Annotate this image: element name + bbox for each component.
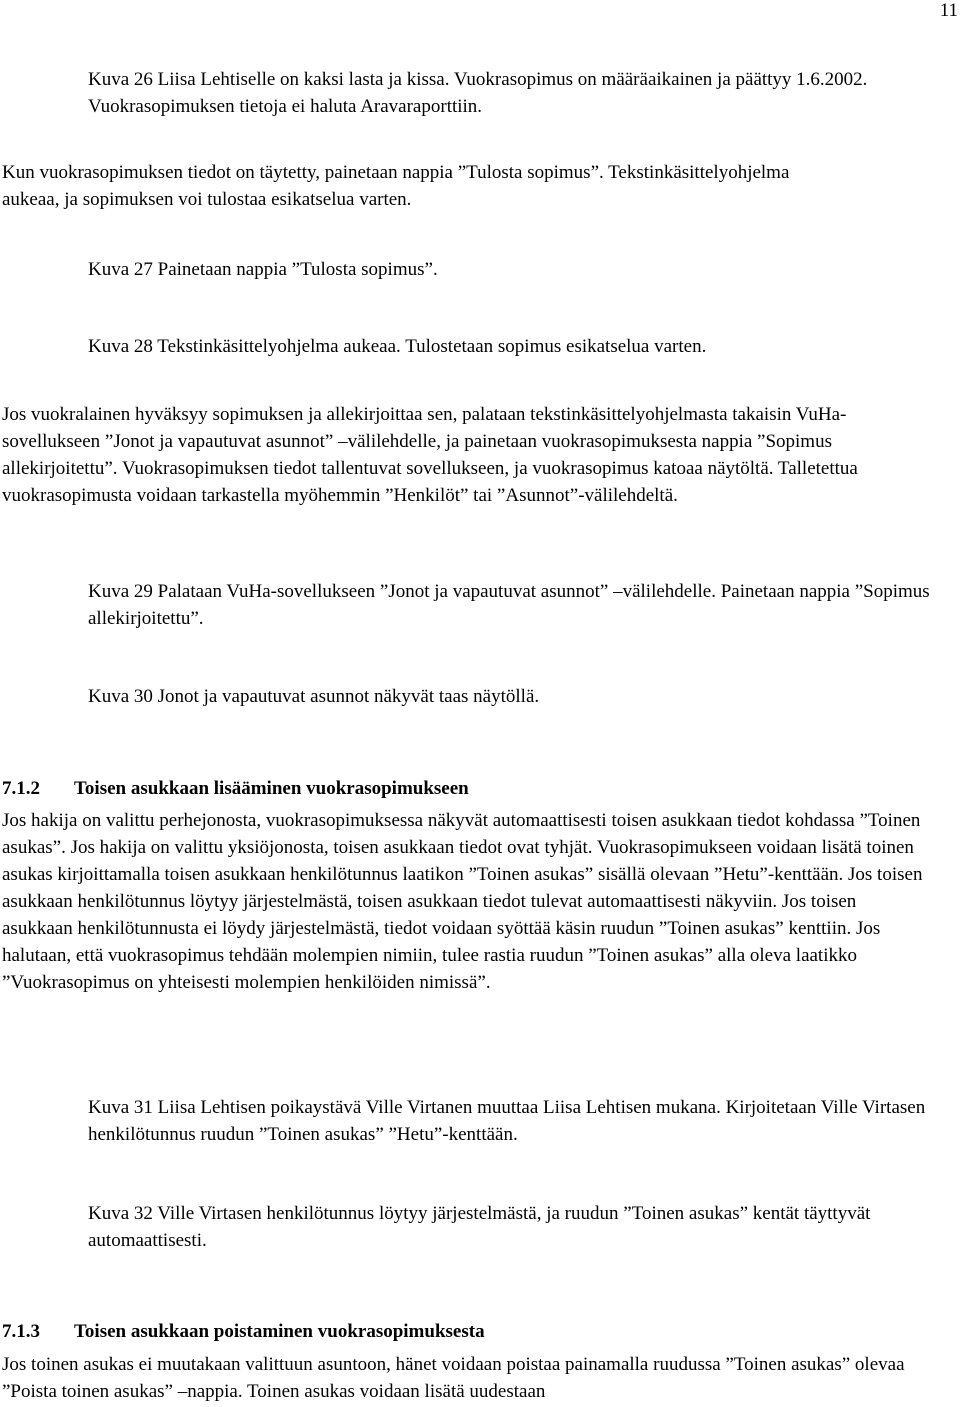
paragraph-remove-second-resident: Jos toinen asukas ei muutakaan valittuun asuntoon, hänet voidaan poistaa painamalla ruudussa ”Toinen asukas” olevaa ”Poista toinen asukas” –nappia. Toinen asukas voidaan lisätä uudestaan <box>2 1354 905 1402</box>
figure-caption-31: Kuva 31 Liisa Lehtisen poikaystävä Ville Virtanen muuttaa Liisa Lehtisen mukana. Kirjoitetaan Ville Virtasen henkilötunnus ruudun ”Toinen asukas” ”Hetu”-kenttään. <box>88 1097 926 1145</box>
figure-caption-26: Kuva 26 Liisa Lehtiselle on kaksi lasta ja kissa. Vuokrasopimus on määräaikainen ja päättyy 1.6.2002. Vuokrasopimuksen tietoja ei haluta Aravaraporttiin. <box>88 69 868 117</box>
paragraph-print-contract: Kun vuokrasopimuksen tiedot on täytetty, painetaan nappia ”Tulosta sopimus”. Tekstinkäsittelyohjelma aukeaa, ja sopimuksen voi tulostaa esikatselua varten. <box>2 162 790 210</box>
figure-caption-30: Kuva 30 Jonot ja vapautuvat asunnot näkyvät taas näytöllä. <box>88 686 540 707</box>
section-title: Toisen asukkaan poistaminen vuokrasopimuksesta <box>74 1321 485 1342</box>
paragraph-add-second-resident: Jos hakija on valittu perhejonosta, vuokrasopimuksessa näkyvät automaattisesti toisen asukkaan tiedot kohdassa ”Toinen asukas”. Jos hakija on valittu yksiöjonosta, toisen asukkaan tiedot ovat tyhjät. Vuokrasopimukseen voidaan lisätä toinen asukas kirjoittamalla toisen asukkaan henkilötunnus laatikon ”Toinen asukas” sisällä olevaan ”Hetu”-kenttään. Jos toisen asukkaan henkilötunnus löytyy järjestelmästä, toisen asukkaan tiedot tulevat automaattisesti näkyviin. Jos toisen asukkaan henkilötunnusta ei löydy järjestelmästä, tiedot voidaan syöttää käsin ruudun ”Toinen asukas” kenttiin. Jos halutaan, että vuokrasopimus tehdään molempien nimiin, tulee rastia ruudun ”Toinen asukas” alla oleva laatikko ”Vuokrasopimus on yhteisesti molempien henkilöiden nimissä”. <box>2 810 923 993</box>
section-number: 7.1.3 <box>2 1321 40 1342</box>
figure-caption-27: Kuva 27 Painetaan nappia ”Tulosta sopimus”. <box>88 259 438 280</box>
section-title: Toisen asukkaan lisääminen vuokrasopimukseen <box>74 778 469 799</box>
section-heading-7-1-3 <box>2 1320 927 1344</box>
section-number: 7.1.2 <box>2 778 40 799</box>
page-number: 11 <box>939 0 958 21</box>
figure-caption-29: Kuva 29 Palataan VuHa-sovellukseen ”Jonot ja vapautuvat asunnot” –välilehdelle. Painetaan nappia ”Sopimus allekirjoitettu”. <box>88 581 930 629</box>
section-heading-7-1-2 <box>2 777 927 801</box>
paragraph-contract-signed: Jos vuokralainen hyväksyy sopimuksen ja allekirjoittaa sen, palataan tekstinkäsittelyohjelmasta takaisin VuHa-sovellukseen ”Jonot ja vapautuvat asunnot” –välilehdelle, ja painetaan vuokrasopimuksesta nappia ”Sopimus allekirjoitettu”. Vuokrasopimuksen tiedot tallentuvat sovellukseen, ja vuokrasopimus katoaa näytöltä. Talletettua vuokrasopimusta voidaan tarkastella myöhemmin ”Henkilöt” tai ”Asunnot”-välilehdeltä. <box>2 404 858 506</box>
figure-caption-28: Kuva 28 Tekstinkäsittelyohjelma aukeaa. Tulostetaan sopimus esikatselua varten. <box>88 336 707 357</box>
figure-caption-32: Kuva 32 Ville Virtasen henkilötunnus löytyy järjestelmästä, ja ruudun ”Toinen asukas” kentät täyttyvät automaattisesti. <box>88 1203 871 1251</box>
